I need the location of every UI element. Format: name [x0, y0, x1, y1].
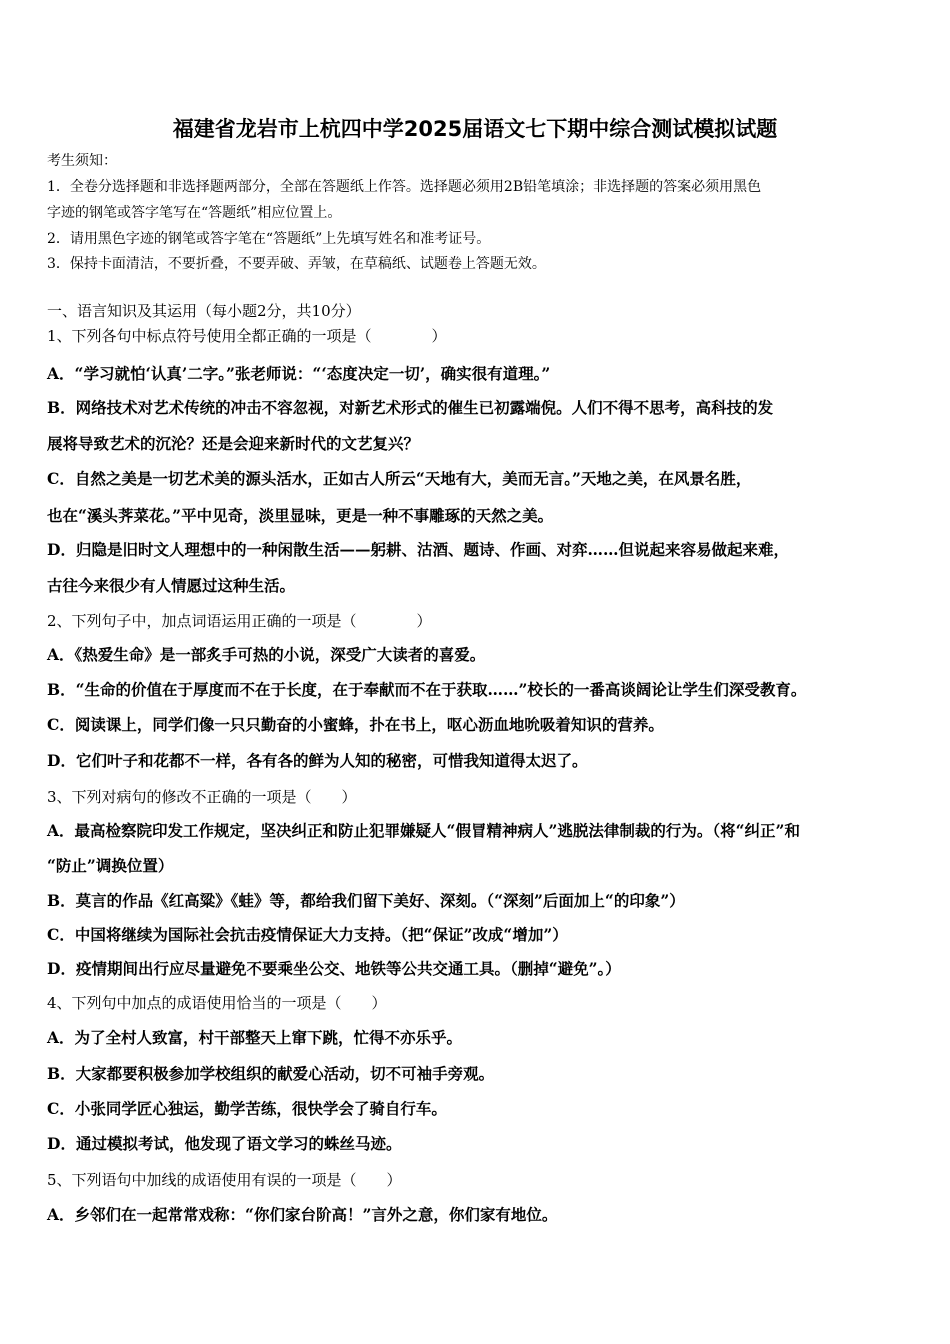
q4-option-a: A．为了全村人致富，村干部整天上窜下跳，忙得不亦乐乎。 [47, 1028, 463, 1047]
exam-title: 福建省龙岩市上杭四中学2025届语文七下期中综合测试模拟试题 [172, 117, 778, 141]
section-heading: 一、语言知识及其运用（每小题2分，共10分） [47, 302, 361, 320]
q2-stem: 2、下列句子中，加点词语运用正确的一项是（ ） [47, 612, 432, 630]
q3-stem: 3、下列对病句的修改不正确的一项是（ ） [47, 788, 357, 806]
q2-option-c: C．阅读课上，同学们像一只只勤奋的小蜜蜂，扑在书上，呕心沥血地吮吸着知识的营养。 [47, 715, 664, 734]
q1-stem: 1、下列各句中标点符号使用全都正确的一项是（ ） [47, 327, 447, 345]
q1-option-b-line2: 展将导致艺术的沉沦？还是会迎来新时代的文艺复兴？ [47, 434, 420, 453]
q1-option-d-line2: 古往今来很少有人情愿过这种生活。 [47, 576, 296, 595]
q1-option-d-line1: D．归隐是旧时文人理想中的一种闲散生活——躬耕、沽酒、题诗、作画、对弈……但说起来容易做起来难， [47, 540, 789, 559]
q5-option-a: A．乡邻们在一起常常戏称：“你们家台阶高！”言外之意，你们家有地位。 [47, 1205, 558, 1224]
notice-line-3: 3．保持卡面清洁，不要折叠，不要弄破、弄皱，在草稿纸、试题卷上答题无效。 [47, 256, 546, 272]
q4-option-d: D．通过模拟考试，他发现了语文学习的蛛丝马迹。 [47, 1134, 402, 1153]
notice-line-1b: 字迹的钢笔或答字笔写在“答题纸”相应位置上。 [47, 205, 342, 221]
q2-option-d: D．它们叶子和花都不一样，各有各的鲜为人知的秘密，可惜我知道得太迟了。 [47, 751, 588, 770]
q4-stem: 4、下列句中加点的成语使用恰当的一项是（ ） [47, 994, 387, 1012]
q1-option-c-line1: C．自然之美是一切艺术美的源头活水，正如古人所云“天地有大，美而无言。”天地之美，在风景名胜， [47, 469, 752, 488]
q1-option-a: A．“学习就怕‘认真’二字。”张老师说：“‘态度决定一切’，确实很有道理。” [47, 364, 551, 383]
notice-line-1a: 1．全卷分选择题和非选择题两部分，全部在答题纸上作答。选择题必须用2B铅笔填涂；非选择题的答案必须用黑色 [47, 179, 762, 195]
q1-option-b-line1: B．网络技术对艺术传统的冲击不容忽视，对新艺术形式的催生已初露端倪。人们不得不思考，高科技的发 [47, 398, 774, 417]
q1-option-c-line2: 也在“溪头荠菜花。”平中见奇，淡里显味，更是一种不事雕琢的天然之美。 [47, 506, 554, 525]
q4-option-b: B．大家都要积极参加学校组织的献爱心活动，切不可袖手旁观。 [47, 1064, 495, 1083]
q4-option-c: C．小张同学匠心独运，勤学苦练，很快学会了骑自行车。 [47, 1099, 447, 1118]
q2-option-b: B．“生命的价值在于厚度而不在于长度，在于奉献而不在于获取……”校长的一番高谈阔论让学生们深受教育。 [47, 680, 807, 699]
q3-option-a-line1: A．最高检察院印发工作规定，坚决纠正和防止犯罪嫌疑人“假冒精神病人”逃脱法律制裁的行为。（将“纠正”和 [47, 821, 800, 840]
notice-heading: 考生须知： [47, 153, 117, 169]
q3-option-d: D．疫情期间出行应尽量避免不要乘坐公交、地铁等公共交通工具。（删掉“避免”。） [47, 959, 621, 978]
q3-option-c: C．中国将继续为国际社会抗击疫情保证大力支持。（把“保证”改成“增加”） [47, 925, 568, 944]
q3-option-b: B．莫言的作品《红高粱》《蛙》等，都给我们留下美好、深刻。（“深刻”后面加上“的印象”） [47, 891, 685, 910]
q3-option-a-line2: “防止”调换位置） [47, 856, 174, 875]
q2-option-a: A．《热爱生命》是一部炙手可热的小说，深受广大读者的喜爱。 [47, 645, 486, 664]
notice-line-2: 2．请用黑色字迹的钢笔或答字笔在“答题纸”上先填写姓名和准考证号。 [47, 231, 491, 247]
q5-stem: 5、下列语句中加线的成语使用有误的一项是（ ） [47, 1171, 402, 1189]
